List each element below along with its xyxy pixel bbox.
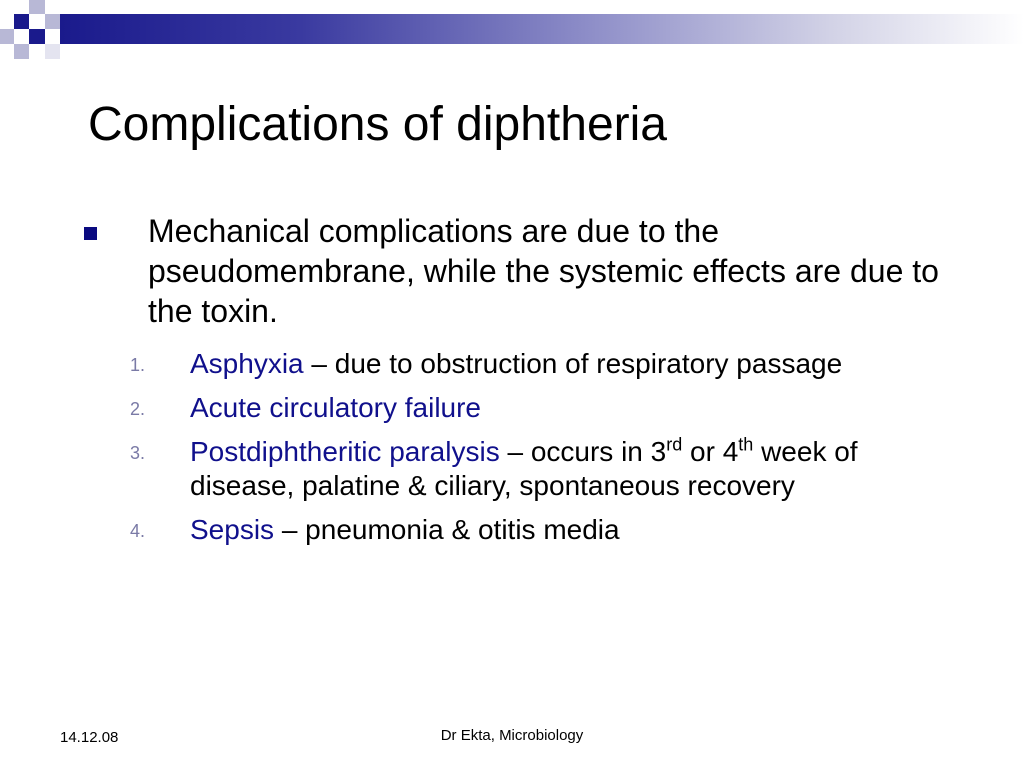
- square-bullet-icon: [84, 227, 97, 240]
- footer-author: Dr Ekta, Microbiology: [440, 727, 584, 744]
- ordinal-suffix: rd: [666, 434, 683, 455]
- decor-square: [0, 29, 14, 44]
- decor-square: [29, 0, 45, 14]
- complication-description: week of disease, palatine & ciliary, spontaneous recovery: [190, 436, 858, 501]
- list-number: 3.: [130, 443, 146, 463]
- list-item-sepsis: [130, 513, 930, 547]
- list-item-paralysis: [130, 435, 930, 503]
- complications-list: [130, 347, 930, 557]
- list-item-circulatory-failure: [130, 391, 930, 425]
- main-bullet-text: Mechanical complications are due to the pseudomembrane, while the systemic effects are due to the toxin.: [148, 213, 939, 329]
- complication-term: Postdiphtheritic paralysis: [190, 436, 500, 467]
- complication-description: – occurs in 3: [499, 436, 667, 467]
- slide-title: Complications of diphtheria: [88, 98, 667, 151]
- decor-square: [45, 44, 60, 59]
- list-item-asphyxia: [130, 347, 930, 381]
- list-number: 2.: [130, 399, 146, 419]
- complication-description: – due to obstruction of respiratory passage: [303, 348, 843, 379]
- complication-term: Acute circulatory failure: [190, 392, 482, 423]
- footer-date: 14.12.08: [60, 729, 119, 746]
- header-gradient-band: [60, 14, 1024, 44]
- ordinal-suffix: th: [738, 434, 754, 455]
- decor-square: [29, 29, 45, 44]
- complication-description: – pneumonia & otitis media: [274, 514, 620, 545]
- decor-square: [14, 14, 29, 29]
- decor-square: [14, 44, 29, 59]
- complication-term: Sepsis: [190, 514, 275, 545]
- decor-square: [45, 14, 60, 29]
- complication-term: Asphyxia: [190, 348, 304, 379]
- list-number: 4.: [130, 521, 146, 541]
- list-number: 1.: [130, 355, 146, 375]
- complication-description: or 4: [682, 436, 739, 467]
